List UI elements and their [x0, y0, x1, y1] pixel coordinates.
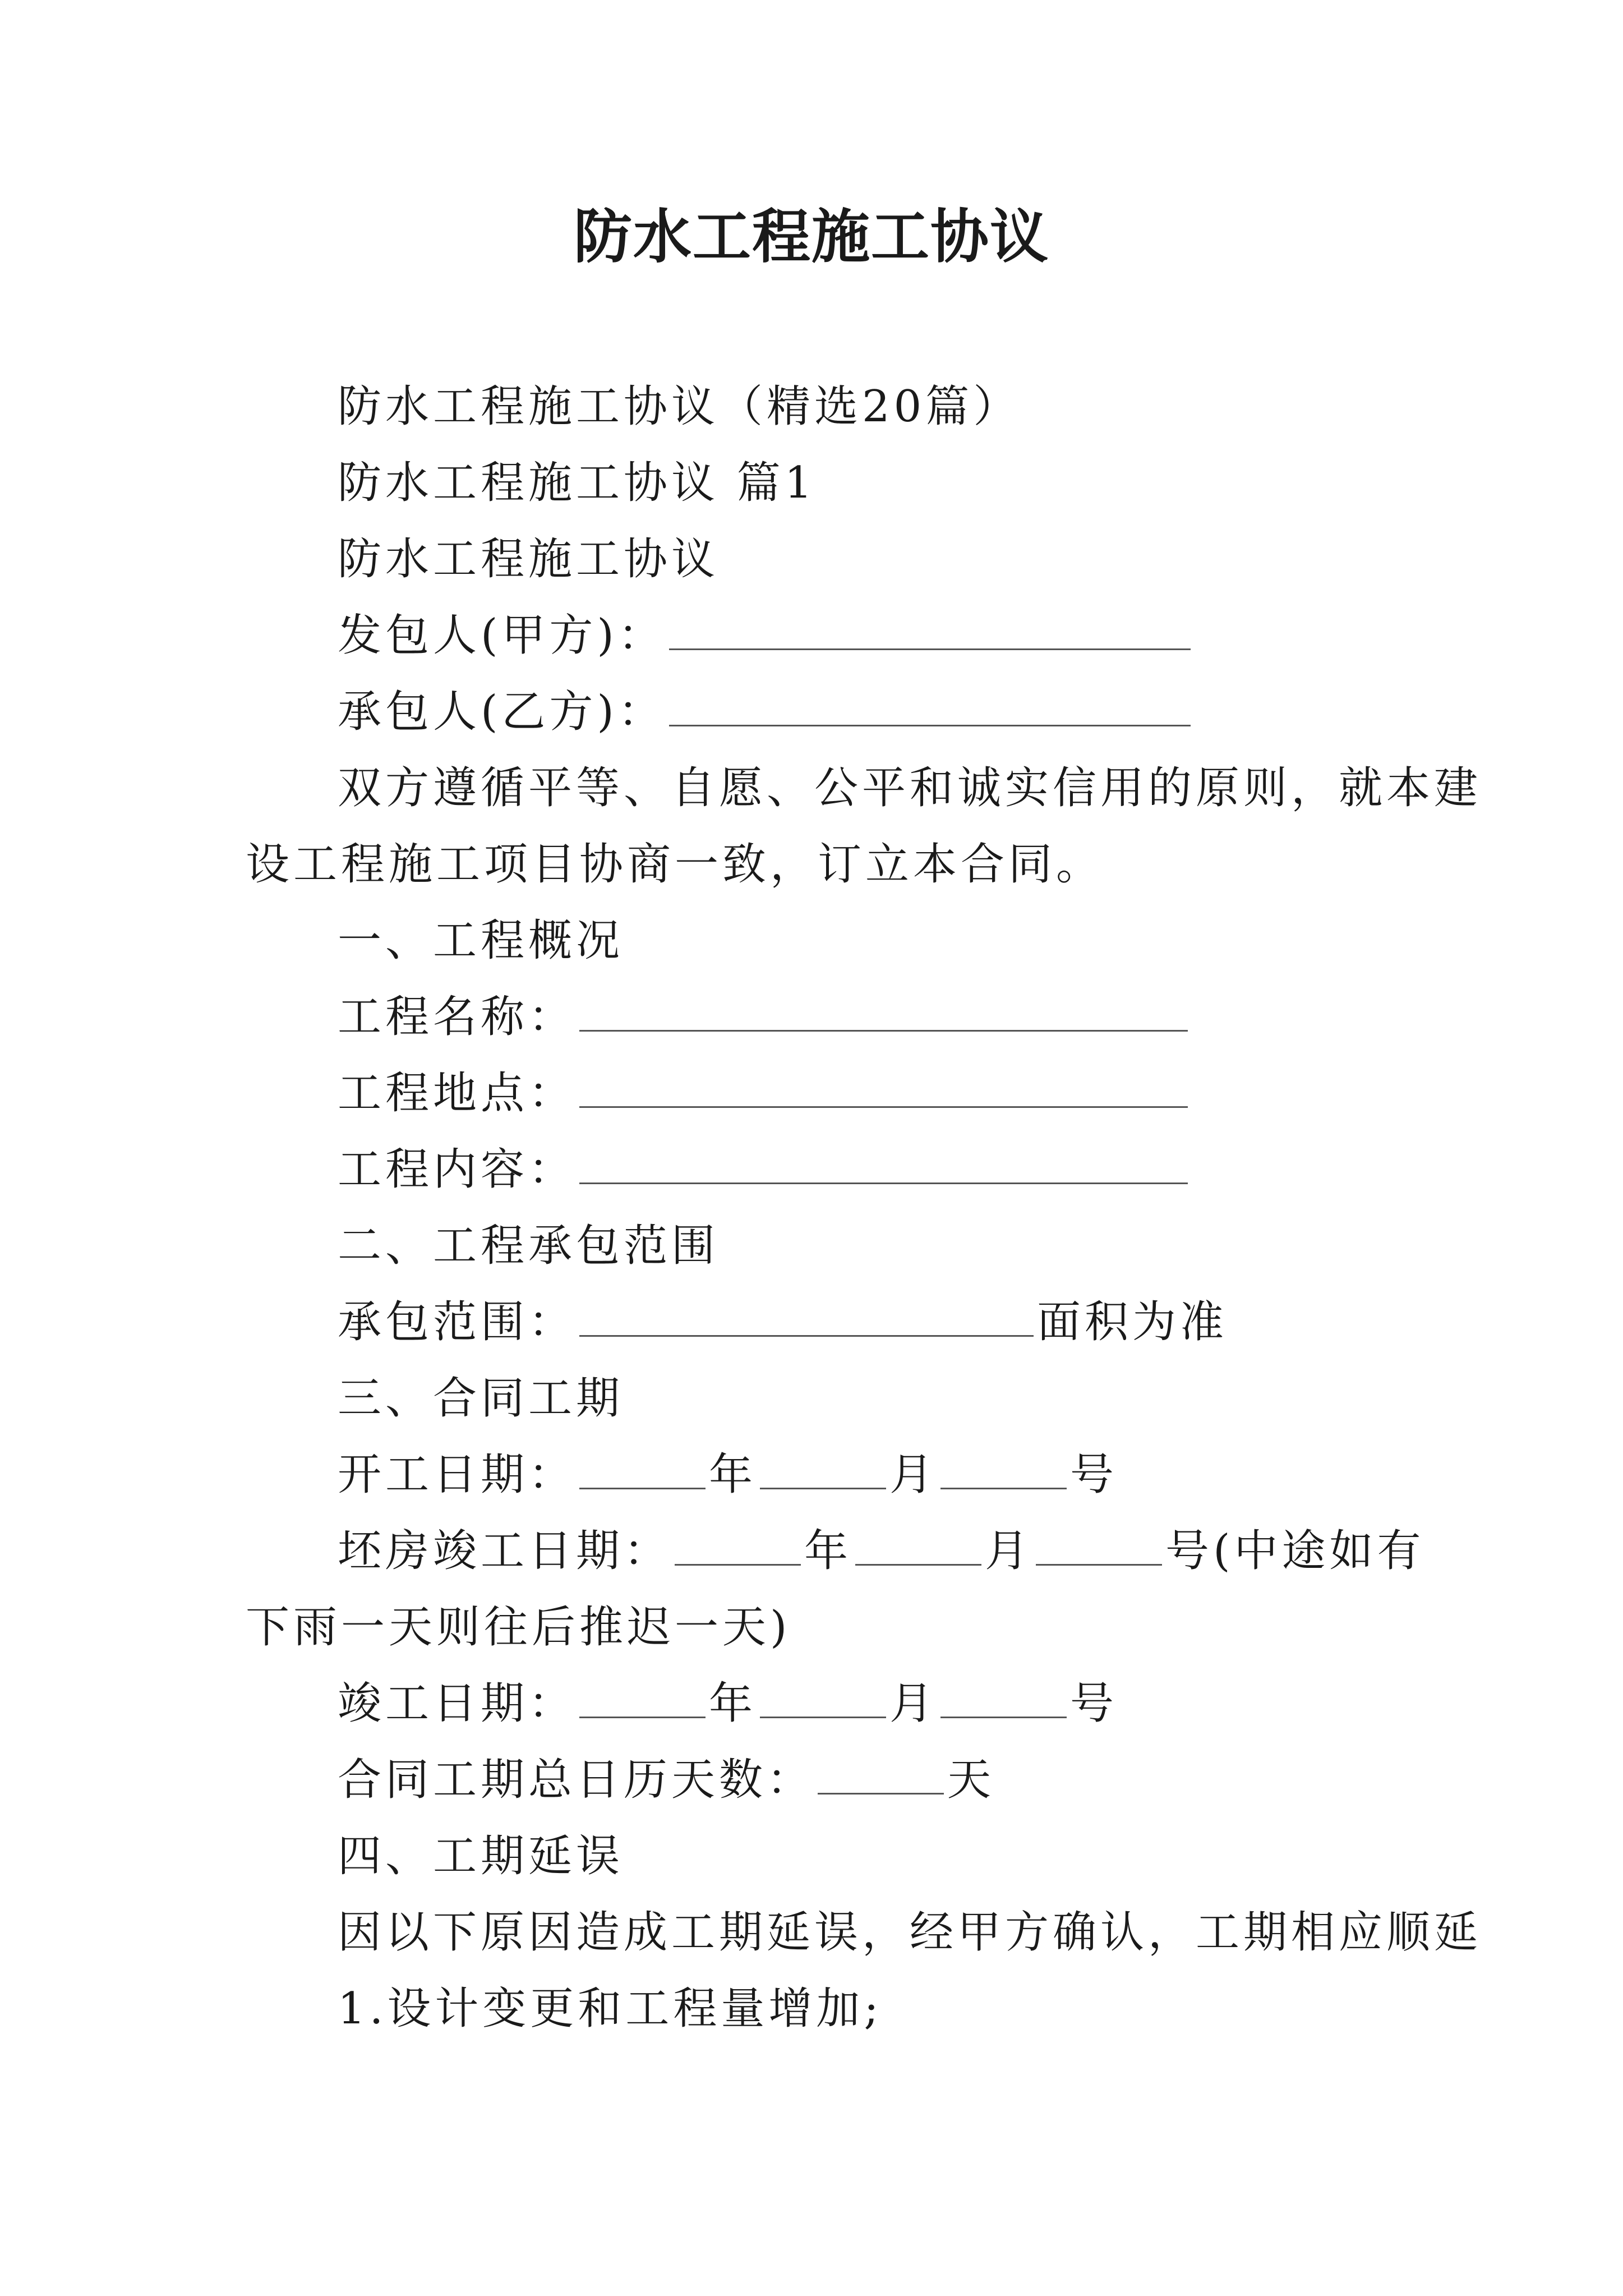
days-unit: 天 — [947, 1755, 995, 1805]
intro-paragraph-line2: 设工程施工项目协商一致，订立本合同。 — [246, 839, 1104, 890]
section-2-heading: 二、工程承包范围 — [338, 1221, 720, 1271]
completion-day-blank — [940, 1677, 1067, 1718]
month-char: 月 — [985, 1526, 1033, 1576]
completion-date-row — [338, 1673, 1118, 1734]
section-4-heading: 四、工期延误 — [338, 1831, 624, 1881]
party-a-blank — [669, 609, 1191, 650]
month-char: 月 — [889, 1678, 938, 1729]
party-b-label: 承包人(乙方)： — [338, 687, 666, 737]
month-char: 月 — [889, 1450, 938, 1500]
scope-label: 承包范围： — [338, 1297, 577, 1347]
day-char: 号 — [1070, 1678, 1118, 1729]
document-title: 防水工程施工协议 — [573, 202, 1049, 271]
year-char: 年 — [709, 1450, 757, 1500]
start-year-blank — [579, 1448, 706, 1489]
rough-month-blank — [855, 1525, 981, 1566]
rough-completion-label: 坯房竣工日期： — [338, 1526, 672, 1576]
rough-day-blank — [1036, 1525, 1162, 1566]
start-month-blank — [760, 1448, 886, 1489]
day-char: 号 — [1165, 1526, 1214, 1576]
start-day-blank — [940, 1448, 1067, 1489]
year-char: 年 — [709, 1678, 757, 1729]
party-b-row — [338, 681, 1194, 743]
scope-suffix: 面积为准 — [1037, 1297, 1228, 1347]
section-3-heading: 三、合同工期 — [338, 1373, 624, 1424]
rough-year-blank — [675, 1525, 801, 1566]
party-a-label: 发包人(甲方)： — [338, 610, 666, 661]
project-content-blank — [579, 1143, 1188, 1184]
completion-label: 竣工日期： — [338, 1678, 577, 1729]
delay-paragraph: 因以下原因造成工期延误，经甲方确认，工期相应顺延 — [338, 1907, 1482, 1958]
project-name-label: 工程名称： — [338, 992, 577, 1042]
section-1-heading: 一、工程概况 — [338, 915, 624, 966]
scope-row — [338, 1291, 1228, 1353]
section-heading: 防水工程施工协议 篇1 — [338, 458, 817, 508]
rough-completion-note-line2: 下雨一天则往后推迟一天) — [246, 1602, 791, 1653]
project-name-blank — [579, 991, 1188, 1032]
total-days-row — [338, 1749, 995, 1811]
project-content-label: 工程内容： — [338, 1144, 577, 1195]
project-location-row — [338, 1062, 1191, 1124]
project-location-label: 工程地点： — [338, 1068, 577, 1119]
day-char: 号 — [1070, 1450, 1118, 1500]
completion-year-blank — [579, 1677, 706, 1718]
project-content-row — [338, 1139, 1191, 1200]
party-b-blank — [669, 685, 1191, 726]
rough-completion-note: (中途如有 — [1213, 1526, 1425, 1576]
completion-month-blank — [760, 1677, 886, 1718]
project-location-blank — [579, 1067, 1188, 1108]
document-subtitle: 防水工程施工协议（精选20篇） — [338, 381, 1021, 432]
scope-blank — [579, 1296, 1034, 1337]
total-days-blank — [818, 1754, 944, 1795]
start-date-label: 开工日期： — [338, 1450, 577, 1500]
intro-paragraph-line1: 双方遵循平等、自愿、公平和诚实信用的原则，就本建 — [338, 763, 1482, 813]
start-date-row — [338, 1444, 1118, 1506]
year-char: 年 — [804, 1526, 852, 1576]
party-a-row — [338, 605, 1194, 666]
total-days-label: 合同工期总日历天数： — [338, 1755, 815, 1805]
contract-title: 防水工程施工协议 — [338, 534, 720, 585]
rough-completion-row — [338, 1520, 1425, 1582]
delay-item-1: 1.设计变更和工程量增加; — [338, 1984, 883, 2034]
project-name-row — [338, 986, 1191, 1048]
